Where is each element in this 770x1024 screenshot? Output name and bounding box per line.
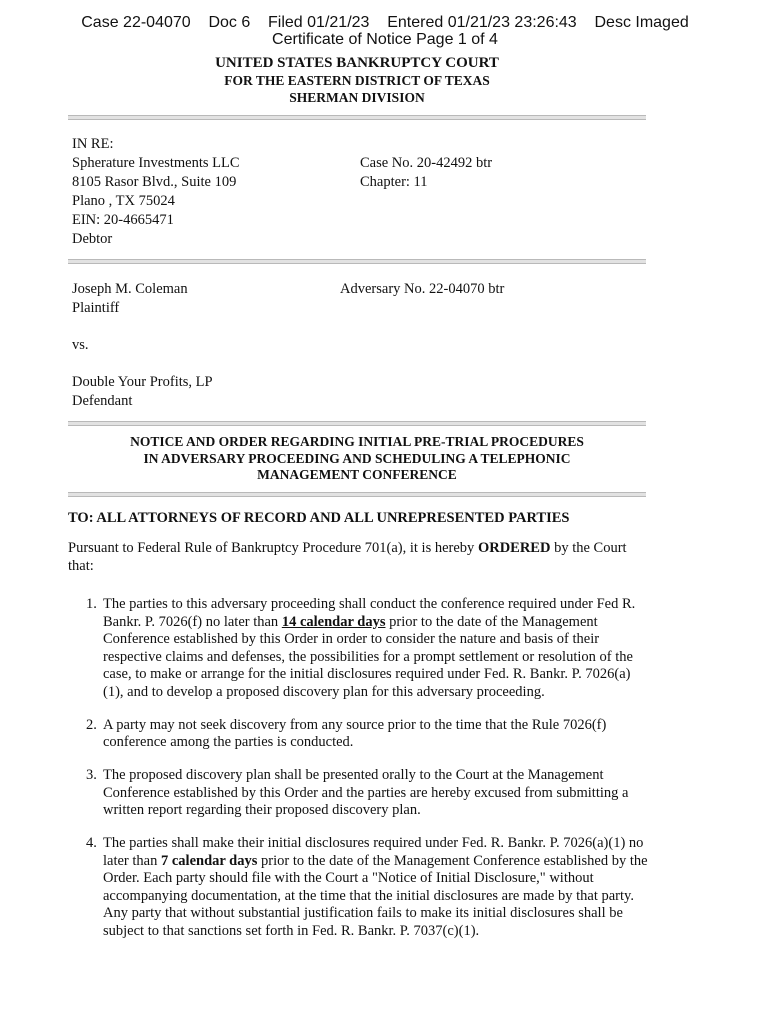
adversary-number: Adversary No. 22-04070 btr — [340, 281, 505, 297]
debtor-address-2: Plano , TX 75024 — [72, 193, 175, 209]
adversary-block — [340, 280, 504, 299]
plaintiff-role: Plaintiff — [72, 300, 120, 316]
versus-text: vs. — [72, 337, 89, 353]
intro-text: by the Court that: — [68, 540, 627, 574]
item-text: prior to the date of the Management Conference established by this Order in order to consider the nature and basis of their respective claims and defenses, the possibilities for a prompt settlement or resolution of the case, to make or arrange for the initial disclosures required under Fed. R. Bankr. P. 7026(a)(1), and to develop a proposed discovery plan for this adversary proceeding. — [103, 613, 633, 700]
plaintiff-block — [72, 280, 188, 318]
divider — [68, 115, 646, 120]
order-item — [80, 596, 650, 701]
item-number: 1. — [86, 596, 97, 612]
item-number: 4. — [86, 835, 97, 851]
order-title-line: MANAGEMENT CONFERENCE — [257, 467, 457, 482]
ordered-emphasis: ORDERED — [477, 540, 551, 556]
divider — [68, 259, 646, 264]
divider — [68, 492, 646, 497]
defendant-name: Double Your Profits, LP — [72, 374, 213, 390]
item-number: 3. — [86, 767, 97, 783]
court-name: UNITED STATES BANKRUPTCY COURT — [215, 55, 499, 71]
chapter: Chapter: 11 — [360, 174, 428, 190]
order-item — [80, 835, 650, 940]
case-info-block — [360, 154, 492, 192]
in-re-label: IN RE: — [72, 136, 114, 152]
plaintiff-name: Joseph M. Coleman — [72, 281, 188, 297]
order-title — [0, 434, 714, 484]
item-text: The proposed discovery plan shall be presented orally to the Court at the Management Conference established by this Order and the parties are hereby excused from submitting a written report regarding their proposed discovery plan. — [103, 767, 629, 818]
deadline-emphasis: 7 calendar days — [160, 852, 258, 869]
court-district: FOR THE EASTERN DISTRICT OF TEXAS — [224, 73, 490, 88]
item-text: The parties to this adversary proceeding shall conduct the conference required under Fed R. Bankr. P. 7026(f) no later than — [103, 596, 636, 630]
deadline-emphasis: 14 calendar days — [281, 613, 386, 630]
versus — [72, 336, 89, 355]
order-title-line: NOTICE AND ORDER REGARDING INITIAL PRE-TRIAL PROCEDURES — [130, 434, 584, 449]
debtor-address-1: 8105 Rasor Blvd., Suite 109 — [72, 174, 237, 190]
item-text: prior to the date of the Management Conference established by the Order. Each party should file with the Court a "Notice of Initial Disclosure," without accompanying documentation, at the time that the initial disclosures are made by that party. Any party that without substantial justification fails to make its initial disclosures shall be subject to that sanctions set forth in Fed. R. Bankr. P. 7037(c)(1). — [103, 852, 648, 939]
defendant-block — [72, 373, 213, 411]
debtor-role: Debtor — [72, 231, 113, 247]
court-division: SHERMAN DIVISION — [289, 90, 425, 105]
debtor-name: Spherature Investments LLC — [72, 155, 240, 171]
item-text: The parties shall make their initial disclosures required under Fed. R. Bankr. P. 7026(a)(1) no later than — [103, 835, 644, 869]
divider — [68, 421, 646, 426]
certificate-page-line: Certificate of Notice Page 1 of 4 — [272, 31, 498, 48]
item-text: A party may not seek discovery from any source prior to the time that the Rule 7026(f) conference among the parties is conducted. — [103, 716, 607, 750]
order-items — [80, 596, 650, 956]
item-number: 2. — [86, 716, 97, 733]
debtor-block — [72, 135, 240, 249]
intro-text: Pursuant to Federal Rule of Bankruptcy Procedure 701(a), it is hereby — [68, 540, 478, 556]
addressee-heading: TO: ALL ATTORNEYS OF RECORD AND ALL UNREPRESENTED PARTIES — [68, 510, 570, 526]
defendant-role: Defendant — [72, 393, 133, 409]
order-title-line: IN ADVERSARY PROCEEDING AND SCHEDULING A TELEPHONIC — [143, 450, 571, 466]
order-item — [80, 767, 650, 820]
filing-stamp-line: Case 22-04070 Doc 6 Filed 01/21/23 Entered 01/21/23 23:26:43 Desc Imaged — [81, 14, 689, 31]
case-number: Case No. 20-42492 btr — [360, 155, 493, 171]
debtor-ein: EIN: 20-4665471 — [72, 212, 174, 228]
intro-paragraph — [68, 539, 628, 575]
order-item — [80, 717, 650, 752]
